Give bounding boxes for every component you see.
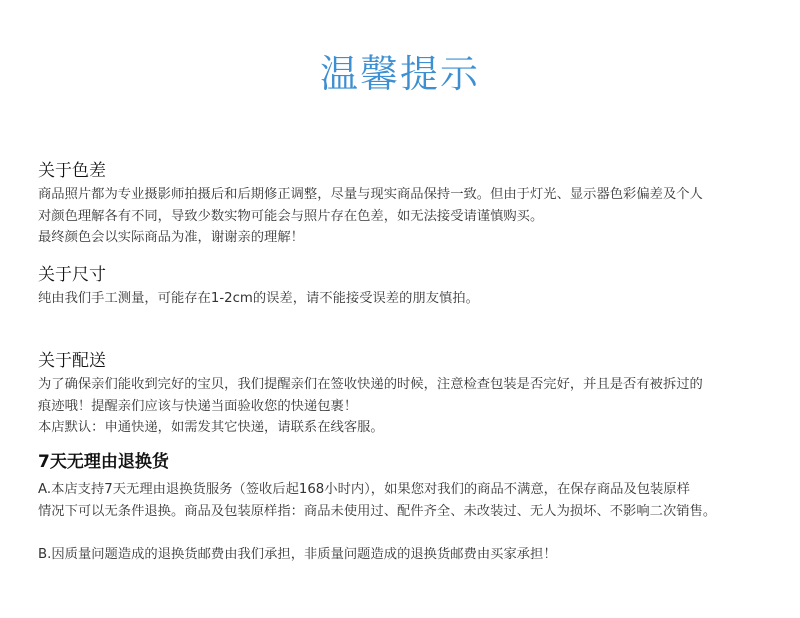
- section-delivery: [38, 350, 778, 439]
- section-returns: [38, 451, 778, 565]
- section-heading: 关于配送: [38, 351, 106, 371]
- page-title: 温馨提示: [319, 52, 480, 96]
- paragraph-line: B.因质量问题造成的退换货邮费由我们承担，非质量问题造成的退换货邮费由买家承担！: [38, 546, 557, 562]
- paragraph-line: A.本店支持7天无理由退换货服务（签收后起168小时内），如果您对我们的商品不满意，在保存商品及包装原样: [38, 482, 690, 497]
- paragraph-line: 对颜色理解各有不同，导致少数实物可能会与照片存在色差，如无法接受请谨慎购买。: [38, 208, 544, 224]
- paragraph-line: 情况下可以无条件退换。商品及包装原样指：商品未使用过、配件齐全、未改装过、无人为损坏、不影响二次销售。: [38, 503, 717, 519]
- paragraph-spacer: [38, 522, 778, 544]
- section-heading: 关于尺寸: [38, 265, 106, 285]
- paragraph-line: 痕迹哦！提醒亲们应该与快递当面验收您的快递包裹！: [38, 398, 358, 414]
- paragraph-line: 最终颜色会以实际商品为准，谢谢亲的理解！: [38, 230, 304, 245]
- paragraph-line: 纯由我们手工测量，可能存在1-2cm的误差，请不能接受误差的朋友慎拍。: [38, 291, 479, 306]
- paragraph-line: 为了确保亲们能收到完好的宝贝，我们提醒亲们在签收快递的时候，注意检查包装是否完好，并且是否有被拆过的: [38, 377, 703, 392]
- section-heading: 7天无理由退换货: [38, 452, 169, 472]
- section-color-difference: [38, 160, 778, 249]
- paragraph-line: 本店默认：申通快递，如需发其它快递，请联系在线客服。: [38, 420, 384, 435]
- section-heading: 关于色差: [38, 161, 106, 181]
- section-size: [38, 264, 778, 310]
- paragraph-line: 商品照片都为专业摄影师拍摄后和后期修正调整，尽量与现实商品保持一致。但由于灯光、显示器色彩偏差及个人: [38, 187, 703, 202]
